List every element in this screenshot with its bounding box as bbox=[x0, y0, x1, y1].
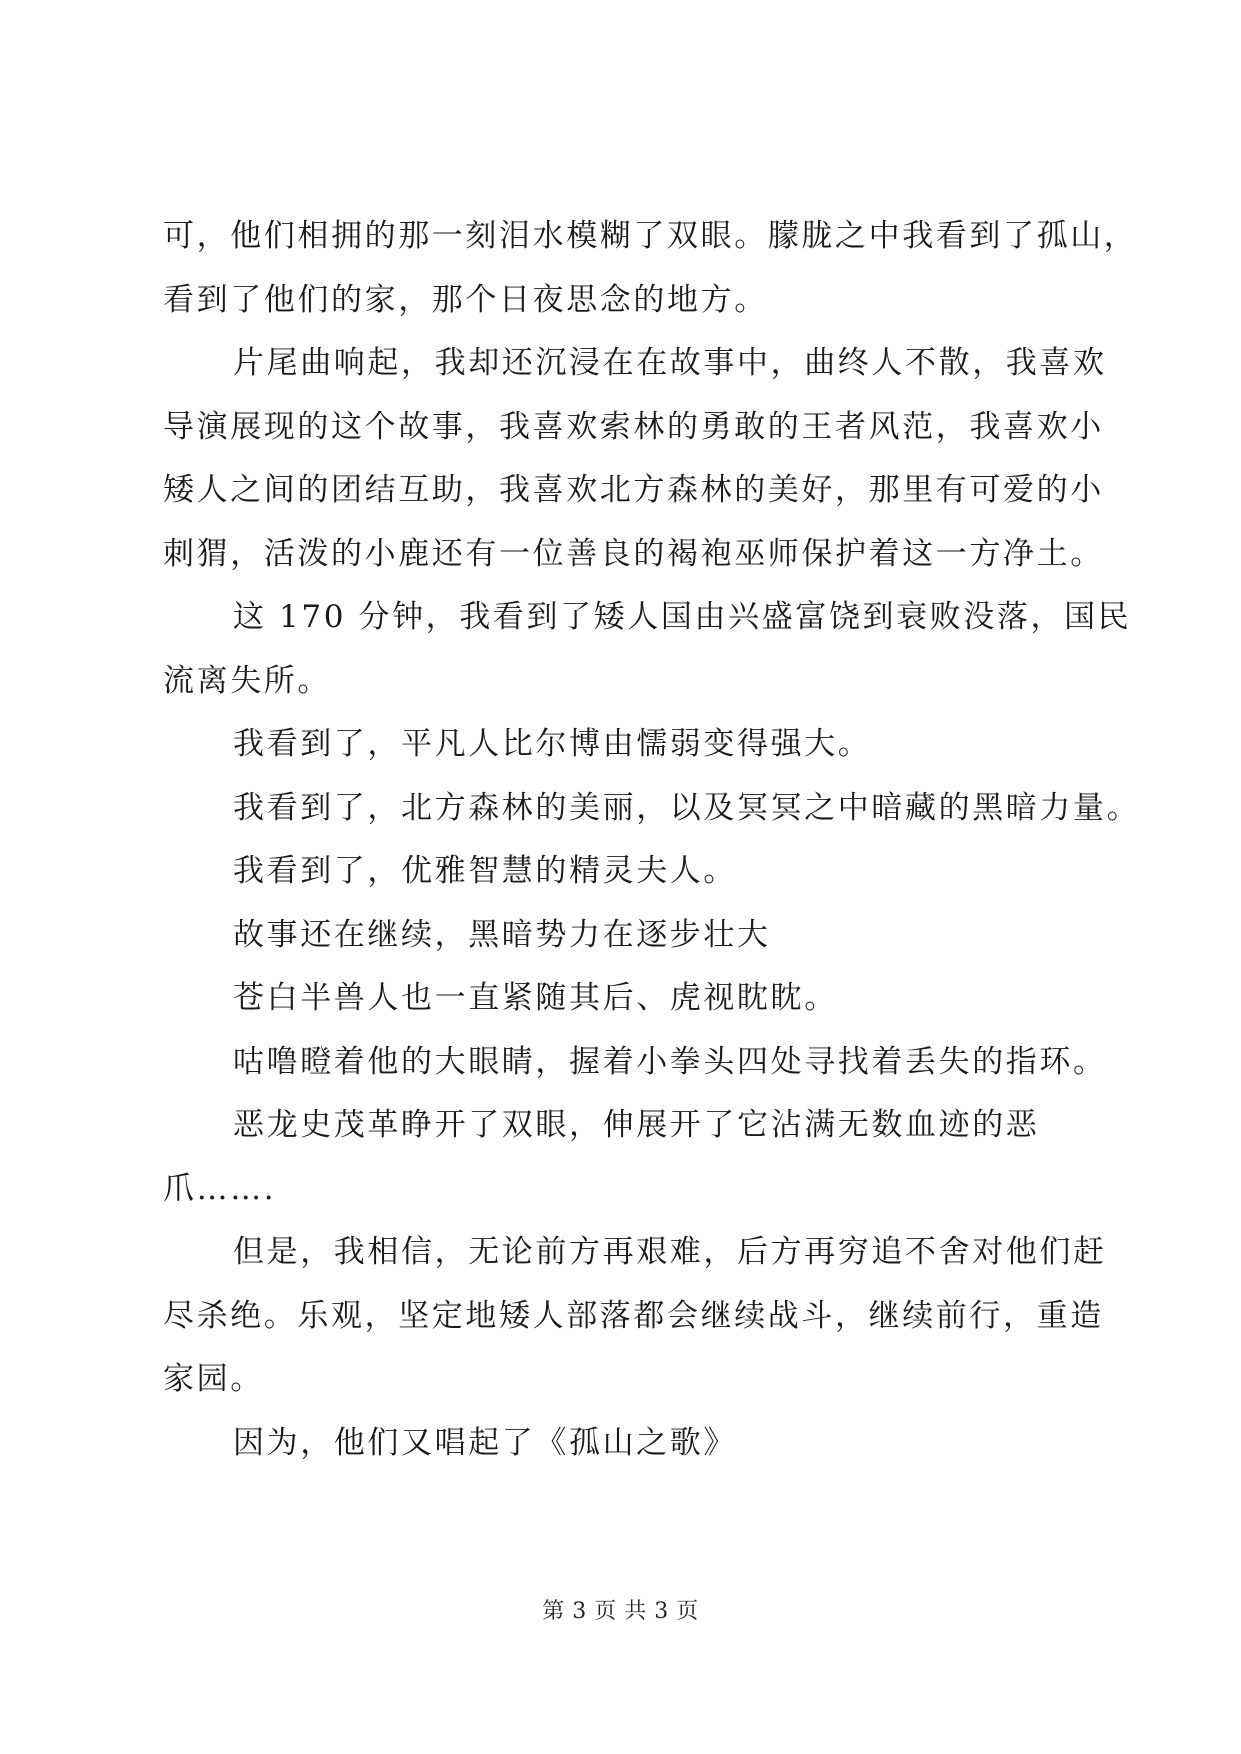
text-line: 看到了他们的家，那个日夜思念的地方。 bbox=[163, 281, 768, 318]
text-line: 导演展现的这个故事，我喜欢索林的勇敢的王者风范，我喜欢小 bbox=[163, 408, 1104, 445]
text-line: 可，他们相拥的那一刻泪水模糊了双眼。朦胧之中我看到了孤山， bbox=[163, 218, 1138, 254]
paragraph-line: 恶龙史茂革睁开了双眼，伸展开了它沾满无数血迹的恶 bbox=[233, 1107, 1040, 1143]
paragraph-line: 我看到了，北方森林的美丽，以及冥冥之中暗藏的黑暗力量。 bbox=[233, 789, 1141, 826]
text-line: 刺猬，活泼的小鹿还有一位善良的褐袍巫师保护着这一方净土。 bbox=[163, 535, 1104, 572]
text-line: 尽杀绝。乐观，坚定地矮人部落都会继续战斗，继续前行，重造 bbox=[163, 1297, 1104, 1334]
page-number-footer: 第 3 页 共 3 页 bbox=[542, 1599, 699, 1624]
paragraph-line: 因为，他们又唱起了《孤山之歌》 bbox=[233, 1424, 737, 1461]
paragraph-line: 我看到了，平凡人比尔博由懦弱变得强大。 bbox=[233, 726, 872, 762]
paragraph-line: 苍白半兽人也一直紧随其后、虎视眈眈。 bbox=[233, 980, 838, 1016]
body-text bbox=[163, 205, 1141, 1475]
paragraph-line: 但是，我相信，无论前方再艰难，后方再穷追不舍对他们赶 bbox=[233, 1234, 1107, 1270]
paragraph-line: 咕噜瞪着他的大眼睛，握着小拳头四处寻找着丢失的指环。 bbox=[233, 1043, 1107, 1080]
paragraph-line: 这 170 分钟，我看到了矮人国由兴盛富饶到衰败没落，国民 bbox=[233, 599, 1132, 635]
paragraph-line: 片尾曲响起，我却还沉浸在在故事中，曲终人不散，我喜欢 bbox=[233, 345, 1107, 381]
text-line: 爪……. bbox=[163, 1170, 277, 1207]
paragraph-line: 故事还在继续，黑暗势力在逐步壮大 bbox=[233, 916, 771, 953]
text-line: 流离失所。 bbox=[163, 662, 331, 699]
paragraph-line: 我看到了，优雅智慧的精灵夫人。 bbox=[233, 853, 737, 889]
text-line: 家园。 bbox=[163, 1361, 264, 1397]
text-line: 矮人之间的团结互助，我喜欢北方森林的美好，那里有可爱的小 bbox=[163, 472, 1104, 508]
